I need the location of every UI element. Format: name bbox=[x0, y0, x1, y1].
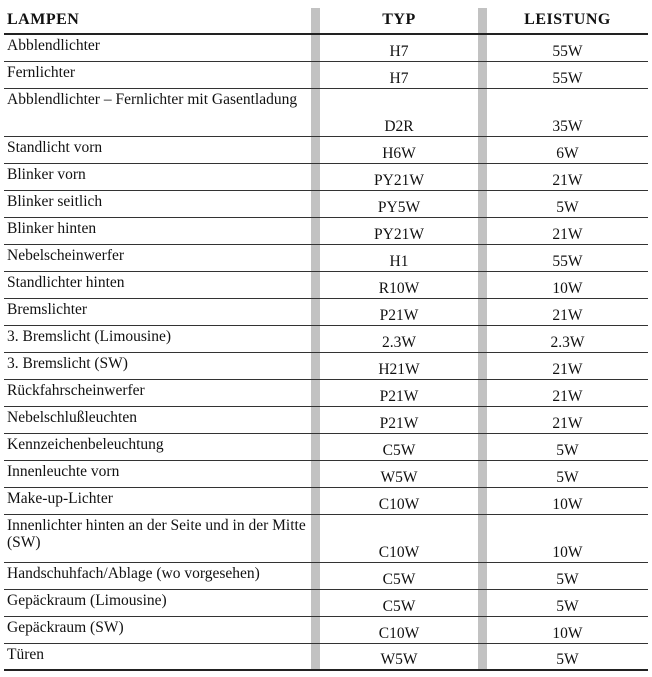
table-row bbox=[4, 164, 648, 191]
column-separator bbox=[311, 515, 320, 562]
header-typ: TYP bbox=[382, 11, 416, 28]
column-separator bbox=[478, 617, 487, 643]
lamp-power-cell: 55W bbox=[552, 43, 583, 60]
lamp-type-cell: PY5W bbox=[377, 199, 421, 216]
header-lampen: LAMPEN bbox=[7, 11, 80, 28]
lamp-type-cell: C5W bbox=[382, 598, 416, 615]
column-separator bbox=[311, 563, 320, 589]
table-row bbox=[4, 407, 648, 434]
lamp-type-cell: H21W bbox=[378, 361, 420, 378]
lamp-power-cell: 5W bbox=[556, 651, 579, 668]
table-row bbox=[4, 191, 648, 218]
column-separator bbox=[478, 272, 487, 298]
lamp-table bbox=[4, 8, 648, 671]
table-row bbox=[4, 434, 648, 461]
lamp-type-cell: PY21W bbox=[374, 226, 424, 243]
lamp-type-cell: P21W bbox=[379, 307, 419, 324]
lamp-power-cell: 5W bbox=[556, 199, 579, 216]
column-separator bbox=[311, 89, 320, 136]
column-separator bbox=[311, 191, 320, 217]
column-separator bbox=[311, 380, 320, 406]
lamp-name-cell: Gepäckraum (Limousine) bbox=[7, 592, 167, 609]
lamp-power-cell: 21W bbox=[552, 415, 583, 432]
lamp-power-cell: 21W bbox=[552, 361, 583, 378]
lamp-name-cell: Make-up-Lichter bbox=[7, 490, 113, 507]
lamp-type-cell: H6W bbox=[382, 145, 416, 162]
table-body bbox=[4, 35, 648, 671]
lamp-power-cell: 5W bbox=[556, 469, 579, 486]
column-separator bbox=[478, 590, 487, 616]
table-row bbox=[4, 488, 648, 515]
table-row bbox=[4, 590, 648, 617]
lamp-power-cell: 5W bbox=[556, 571, 579, 588]
column-separator bbox=[478, 8, 487, 33]
column-separator bbox=[478, 164, 487, 190]
lamp-type-cell: W5W bbox=[380, 651, 418, 668]
lamp-type-cell: W5W bbox=[380, 469, 418, 486]
column-separator bbox=[478, 461, 487, 487]
lamp-name-cell: Rückfahrscheinwerfer bbox=[7, 382, 145, 399]
lamp-power-cell: 55W bbox=[552, 253, 583, 270]
lamp-name-cell: Fernlichter bbox=[7, 64, 76, 81]
header-leistung: LEISTUNG bbox=[524, 11, 611, 28]
column-separator bbox=[478, 137, 487, 163]
lamp-type-cell: C5W bbox=[382, 571, 416, 588]
lamp-power-cell: 10W bbox=[552, 544, 583, 561]
column-separator bbox=[478, 35, 487, 61]
column-separator bbox=[311, 218, 320, 244]
column-separator bbox=[478, 299, 487, 325]
column-separator bbox=[478, 218, 487, 244]
column-separator bbox=[311, 644, 320, 669]
lamp-name-cell: 3. Bremslicht (SW) bbox=[7, 355, 128, 372]
table-row bbox=[4, 35, 648, 62]
lamp-power-cell: 35W bbox=[552, 118, 583, 135]
lamp-power-cell: 6W bbox=[556, 145, 579, 162]
lamp-type-cell: PY21W bbox=[374, 172, 424, 189]
table-row bbox=[4, 272, 648, 299]
column-separator bbox=[478, 380, 487, 406]
column-separator bbox=[478, 245, 487, 271]
lamp-type-cell: C10W bbox=[378, 544, 420, 561]
lamp-name-cell: Gepäckraum (SW) bbox=[7, 619, 124, 636]
column-separator bbox=[478, 353, 487, 379]
lamp-power-cell: 10W bbox=[552, 496, 583, 513]
lamp-type-cell: H1 bbox=[389, 253, 409, 270]
lamp-name-cell: Kennzeichenbeleuchtung bbox=[7, 436, 164, 453]
table-row bbox=[4, 353, 648, 380]
column-separator bbox=[311, 434, 320, 460]
column-separator bbox=[478, 644, 487, 669]
column-separator bbox=[478, 62, 487, 88]
column-separator bbox=[478, 563, 487, 589]
lamp-name-cell: Abblendlichter – Fernlichter mit Gasentladung bbox=[7, 91, 298, 108]
column-separator bbox=[311, 137, 320, 163]
column-separator bbox=[478, 326, 487, 352]
column-separator bbox=[311, 245, 320, 271]
lamp-type-cell: P21W bbox=[379, 388, 419, 405]
table-row bbox=[4, 326, 648, 353]
lamp-name-cell: Innenleuchte vorn bbox=[7, 463, 120, 480]
table-row bbox=[4, 644, 648, 671]
lamp-type-cell: D2R bbox=[384, 118, 414, 135]
column-separator bbox=[478, 488, 487, 514]
lamp-name-cell: Handschuhfach/Ablage (wo vorgesehen) bbox=[7, 565, 260, 582]
lamp-name-cell: Innenlichter hinten an der Seite und in der Mitte (SW) bbox=[7, 517, 306, 551]
table-header bbox=[4, 8, 648, 35]
lamp-name-cell: Nebelschlußleuchten bbox=[7, 409, 137, 426]
table-row bbox=[4, 461, 648, 488]
table-row bbox=[4, 218, 648, 245]
table-row bbox=[4, 245, 648, 272]
lamp-power-cell: 21W bbox=[552, 388, 583, 405]
lamp-power-cell: 5W bbox=[556, 442, 579, 459]
lamp-power-cell: 21W bbox=[552, 172, 583, 189]
column-separator bbox=[311, 617, 320, 643]
lamp-type-cell: C10W bbox=[378, 625, 420, 642]
lamp-name-cell: Bremslichter bbox=[7, 301, 88, 318]
lamp-type-cell: 2.3W bbox=[381, 334, 416, 351]
table-row bbox=[4, 515, 648, 563]
table-row bbox=[4, 62, 648, 89]
lamp-power-cell: 10W bbox=[552, 625, 583, 642]
table-row bbox=[4, 89, 648, 137]
lamp-power-cell: 2.3W bbox=[550, 334, 585, 351]
column-separator bbox=[311, 35, 320, 61]
lamp-power-cell: 21W bbox=[552, 307, 583, 324]
column-separator bbox=[311, 299, 320, 325]
lamp-name-cell: Standlichter hinten bbox=[7, 274, 125, 291]
column-separator bbox=[311, 272, 320, 298]
lamp-power-cell: 21W bbox=[552, 226, 583, 243]
column-separator bbox=[311, 62, 320, 88]
lamp-type-cell: H7 bbox=[389, 70, 409, 87]
lamp-name-cell: Nebelscheinwerfer bbox=[7, 247, 125, 264]
column-separator bbox=[311, 8, 320, 33]
column-separator bbox=[478, 434, 487, 460]
table-row bbox=[4, 299, 648, 326]
lamp-power-cell: 10W bbox=[552, 280, 583, 297]
lamp-name-cell: Blinker vorn bbox=[7, 166, 86, 183]
column-separator bbox=[311, 326, 320, 352]
column-separator bbox=[311, 590, 320, 616]
column-separator bbox=[311, 461, 320, 487]
column-separator bbox=[478, 515, 487, 562]
lamp-name-cell: Standlicht vorn bbox=[7, 139, 103, 156]
table-row bbox=[4, 137, 648, 164]
column-separator bbox=[478, 89, 487, 136]
table-row bbox=[4, 380, 648, 407]
column-separator bbox=[311, 353, 320, 379]
lamp-type-cell: C10W bbox=[378, 496, 420, 513]
column-separator bbox=[311, 407, 320, 433]
lamp-name-cell: Blinker hinten bbox=[7, 220, 97, 237]
lamp-type-cell: R10W bbox=[378, 280, 420, 297]
column-separator bbox=[311, 488, 320, 514]
table-row bbox=[4, 563, 648, 590]
column-separator bbox=[311, 164, 320, 190]
column-separator bbox=[478, 191, 487, 217]
lamp-type-cell: P21W bbox=[379, 415, 419, 432]
lamp-name-cell: Abblendlichter bbox=[7, 37, 100, 54]
lamp-name-cell: Türen bbox=[7, 646, 45, 663]
lamp-type-cell: H7 bbox=[389, 43, 409, 60]
column-separator bbox=[478, 407, 487, 433]
lamp-name-cell: 3. Bremslicht (Limousine) bbox=[7, 328, 172, 345]
table-row bbox=[4, 617, 648, 644]
lamp-power-cell: 5W bbox=[556, 598, 579, 615]
lamp-name-cell: Blinker seitlich bbox=[7, 193, 103, 210]
lamp-power-cell: 55W bbox=[552, 70, 583, 87]
lamp-type-cell: C5W bbox=[382, 442, 416, 459]
